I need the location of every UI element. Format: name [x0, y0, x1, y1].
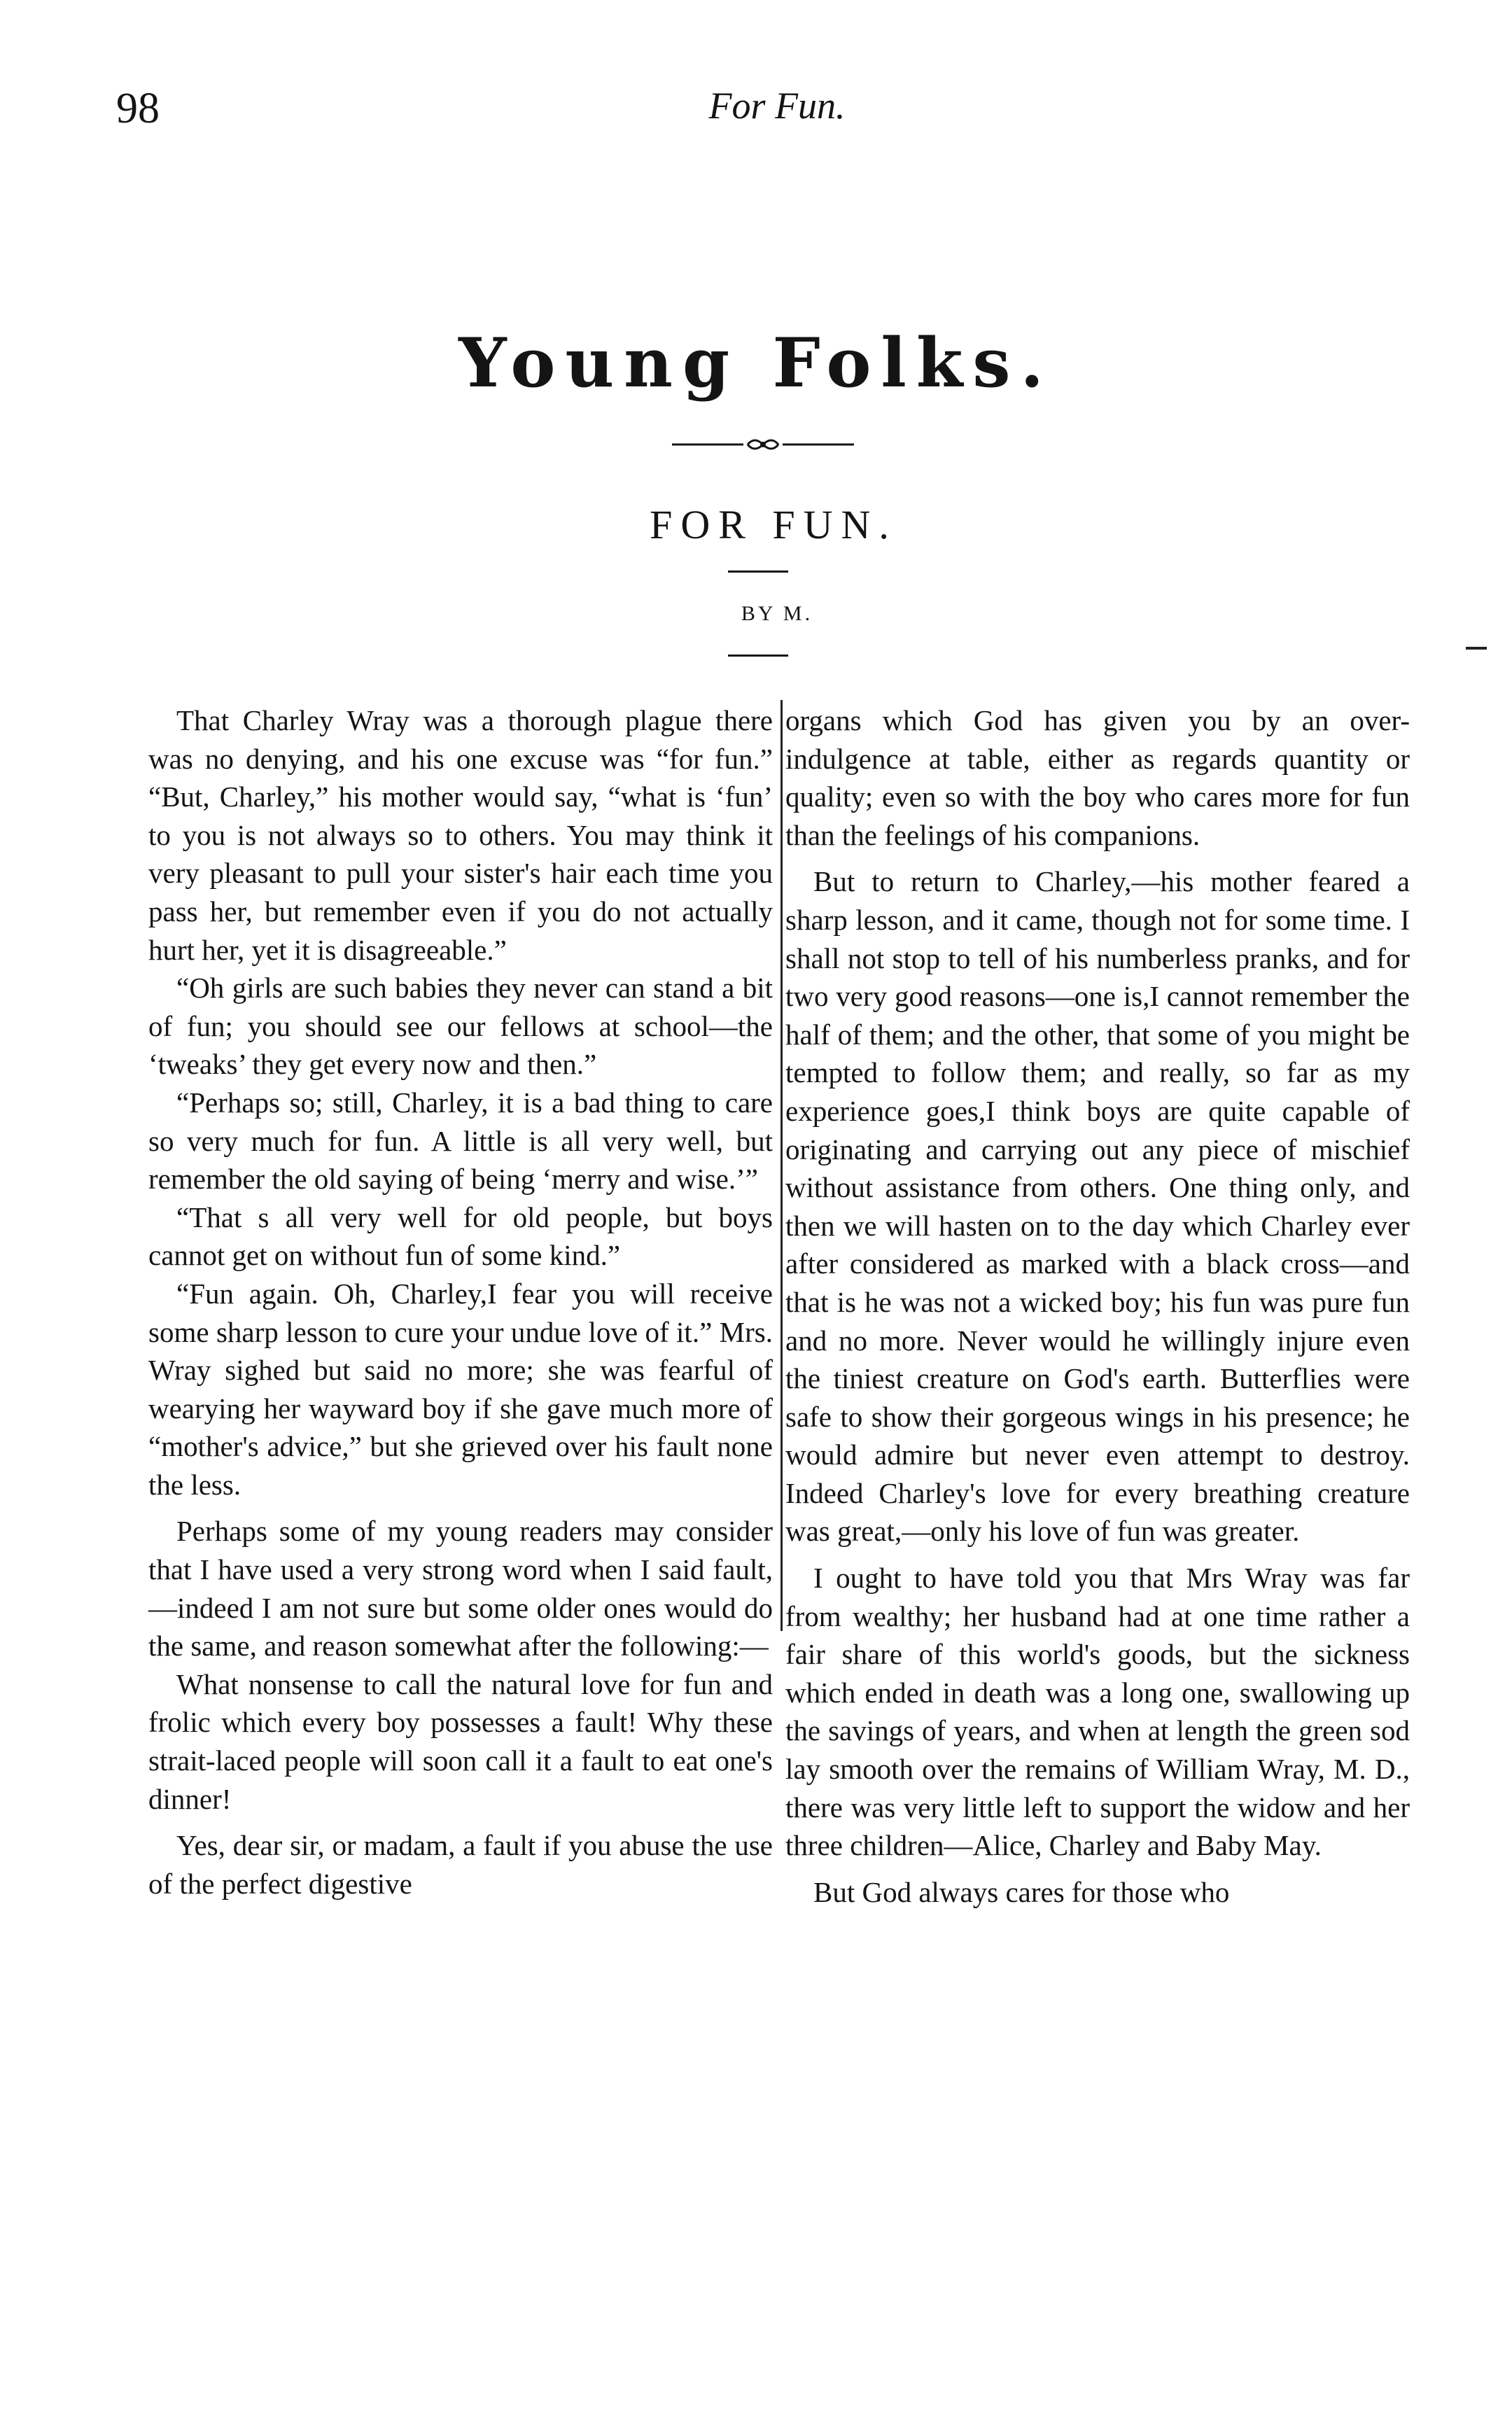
running-head: For Fun. [708, 85, 846, 127]
margin-mark [1466, 647, 1487, 650]
byline-rule [728, 654, 788, 657]
title-rule [728, 570, 788, 573]
paragraph: Perhaps some of my young readers may consider that I have used a very strong word when I said fault,—indeed I am not sure but some older ones would do the same, and reason somewhat after the following:— [148, 1515, 773, 1662]
section-title: Young Folks. [458, 323, 1054, 402]
paragraph: But to return to Charley,—his mother feared a sharp lesson, and it came, though not for some time. I shall not stop to tell of his numberless pranks, and for two very good reasons—one is,I cannot remember the half of them; and the other, that some of you might be tempted to follow them; and really, so far as my experience goes,I think boys are quite capable of originating and carrying out any piece of mischief without assistance from others. One thing only, and then we will hasten on to the day which Charley ever after considered as marked with a black cross—and that is he was not a wicked boy; his fun was pure fun and no more. Never would he willingly injure even the tiniest creature on God's earth. Butterflies were safe to show their gorgeous wings in his presence; he would admire but never even attempt to destroy. Indeed Charley's love for every breathing creature was great,—only his love of fun was greater. [785, 865, 1410, 1548]
paragraph: “Fun again. Oh, Charley,I fear you will receive some sharp lesson to cure your undue love of it.” Mrs. Wray sighed but said no more; she was fearful of wearying her wayward boy if she gave much more of “mother's advice,” but she grieved over his fault none the less. [148, 1277, 773, 1501]
paragraph: Yes, dear sir, or madam, a fault if you abuse the use of the perfect digestive [148, 1829, 773, 1900]
paragraph: “Oh girls are such babies they never can stand a bit of fun; you should see our fellows at school—the ‘tweaks’ they get every now and then.” [148, 972, 773, 1081]
right-column [785, 701, 1410, 1911]
paragraph: organs which God has given you by an over-indulgence at table, either as regards quantity or quality; even so with the boy who cares more for fun than the feelings of his companions. [785, 704, 1410, 851]
ornament-divider [658, 434, 868, 455]
paragraph: But God always cares for those who [813, 1875, 1230, 1908]
paragraph: What nonsense to call the natural love for fun and frolic which every boy possesses a fault! Why these strait-laced people will soon call it a fault to eat one's dinner! [148, 1667, 773, 1815]
paragraph: “That s all very well for old people, but boys cannot get on without fun of some kind.” [148, 1200, 773, 1272]
paragraph: “Perhaps so; still, Charley, it is a bad thing to care so very much for fun. A little is all very well, but remember the old saying of being ‘merry and wise.’” [148, 1086, 773, 1196]
page-number: 98 [116, 85, 160, 132]
byline: BY M. [741, 602, 813, 625]
paragraph: I ought to have told you that Mrs Wray was far from wealthy; her husband had at one time rather a fair share of this world's goods, but the sickness which ended in death was a long one, swallowing up the savings of years, and when at length the green sod lay smooth over the remains of William Wray, M. D., there was very little left to support the widow and her three children—Alice, Charley and Baby May. [785, 1562, 1410, 1862]
column-rule [780, 700, 783, 1631]
left-column [148, 701, 773, 1903]
article-title: FOR FUN. [650, 502, 897, 547]
paragraph: That Charley Wray was a thorough plague there was no denying, and his one excuse was “for fun.” “But, Charley,” his mother would say, “what is ‘fun’ to you is not always so to others. You may think it very pleasant to pull your sister's hair each time you pass her, but remember even if you do not actually hurt her, yet it is disagreeable.” [148, 704, 773, 966]
